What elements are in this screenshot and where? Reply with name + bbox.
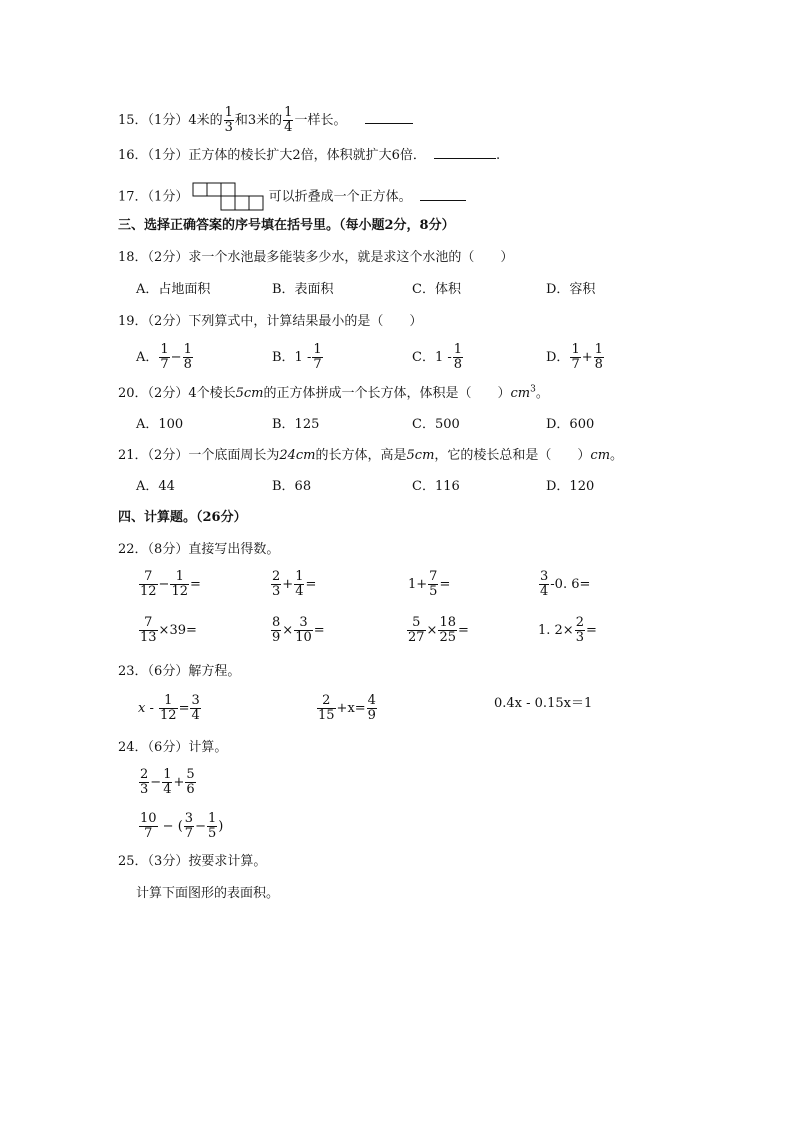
equation: 0.4x - 0.15x＝1 [494,696,593,711]
option-c[interactable]: C．体积 [412,282,461,297]
section-3-heading: 三、选择正确答案的序号填在括号里。（每小题2分，8分） [118,218,455,233]
expression: $\frac{2}{3}$ − $\frac{1}{4}$ + $\frac{5}{6}$ [140,767,195,797]
expression: $\frac{10}{7}$ − ( $\frac{3}{7}$ − $\frac{1}{5}$ ) [140,811,224,841]
answer-blank[interactable] [434,146,496,159]
expression: $\frac{2}{3}$ + $\frac{1}{4}$ = [272,569,317,599]
option-c[interactable]: C．500 [412,417,460,432]
option-d[interactable]: D．120 [546,479,595,494]
expression: $\frac{7}{13}$ ×39= [140,615,197,645]
answer-blank[interactable] [420,188,466,201]
question-18: 18．（2分）求一个水池最多能装多少水，就是求这个水池的（ ） [118,250,514,265]
expression: $\frac{3}{4}$ -0. 6= [540,569,591,599]
option-a[interactable]: A．占地面积 [136,282,211,297]
option-d[interactable]: D． $\frac{1}{7}$ + $\frac{1}{8}$ [546,342,603,372]
question-23: 23．（6分）解方程。 [118,664,241,679]
expression: $\frac{5}{27}$ × $\frac{18}{25}$ = [408,615,469,645]
answer-blank[interactable] [365,111,413,124]
option-b[interactable]: B．125 [272,417,320,432]
question-21: 21．（2分）一个底面周长为24cm的长方体，高是5cm，它的棱长总和是（ ）cm。 [118,448,624,463]
question-25: 25．（3分）按要求计算。 [118,854,267,869]
fraction: $\frac{1}{4}$ [284,105,293,135]
section-4-heading: 四、计算题。（26分） [118,510,247,525]
fraction: $\frac{1}{3}$ [224,105,233,135]
equation: x - $\frac{1}{12}$ = $\frac{3}{4}$ [138,693,200,723]
option-a[interactable]: A．100 [136,417,184,432]
question-16: 16．（1分）正方体的棱长扩大2倍，体积就扩大6倍． . [118,148,501,163]
option-b[interactable]: B．1 - $\frac{1}{7}$ [272,342,322,372]
question-15: 15．（1分）4米的 $\frac{1}{3}$ 和3米的 $\frac{1}{4}$ 一样长。 [118,106,413,135]
option-a[interactable]: A． $\frac{1}{7}$ − $\frac{1}{8}$ [136,342,192,372]
question-24: 24．（6分）计算。 [118,740,228,755]
cube-net-figure [192,182,264,212]
option-b[interactable]: B．68 [272,479,312,494]
equation: $\frac{2}{15}$ +x= $\frac{4}{9}$ [318,693,376,723]
option-d[interactable]: D．600 [546,417,595,432]
question-25-subtext: 计算下面图形的表面积。 [136,886,280,901]
option-d[interactable]: D．容积 [546,282,596,297]
question-19: 19．（2分）下列算式中，计算结果最小的是（ ） [118,314,423,329]
question-20: 20．（2分）4个棱长5cm的正方体拼成一个长方体，体积是（ ）$cm^3$。 [118,384,549,401]
option-c[interactable]: C．116 [412,479,460,494]
expression: $\frac{8}{9}$ × $\frac{3}{10}$ = [272,615,325,645]
option-b[interactable]: B．表面积 [272,282,334,297]
expression: 1. 2× $\frac{2}{3}$ = [538,615,597,645]
option-c[interactable]: C．1 - $\frac{1}{8}$ [412,342,463,372]
option-a[interactable]: A．44 [136,479,175,494]
question-17: 17．（1分） 可以折叠成一个正方体。 [118,182,466,212]
expression: $\frac{7}{12}$ − $\frac{1}{12}$ = [140,569,201,599]
question-22: 22．（8分）直接写出得数。 [118,542,280,557]
expression: 1+ $\frac{7}{5}$ = [408,569,451,599]
